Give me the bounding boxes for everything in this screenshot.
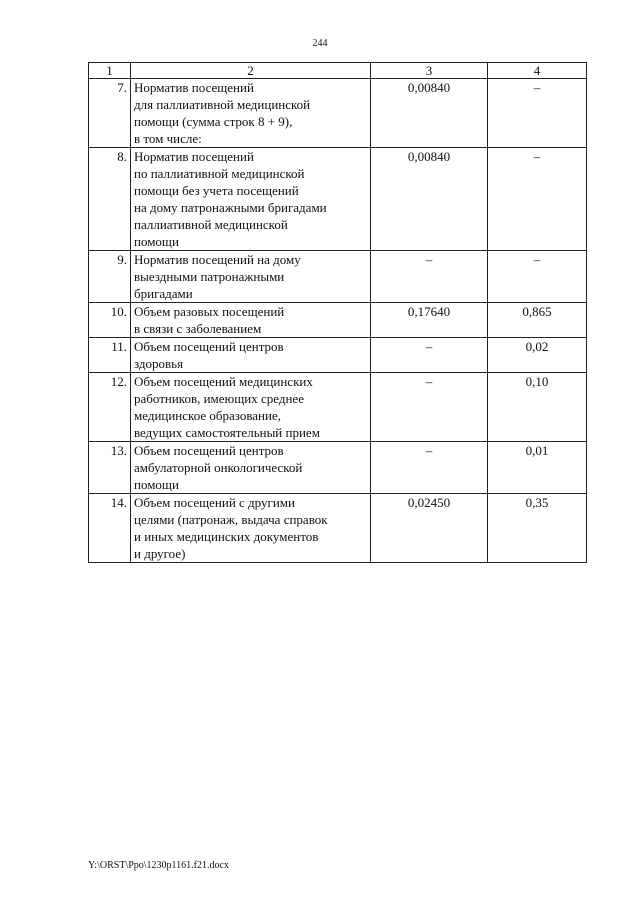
row-name: Объем посещений центров амбулаторной онкологической помощи — [131, 442, 371, 494]
row-number: 11. — [89, 338, 131, 373]
row-name: Норматив посещений на дому выездными патронажными бригадами — [131, 251, 371, 303]
header-row — [89, 63, 587, 79]
row-number: 14. — [89, 494, 131, 563]
header-col-2: 2 — [131, 63, 371, 79]
row-name: Объем посещений центров здоровья — [131, 338, 371, 373]
table-row — [89, 148, 587, 251]
table-row — [89, 79, 587, 148]
table-row — [89, 373, 587, 442]
row-col3: 0,00840 — [371, 148, 488, 251]
row-col3: 0,02450 — [371, 494, 488, 563]
page-number: 244 — [312, 38, 328, 49]
footer-file-path: Y:\ORST\Ppo\1230p1161.f21.docx — [88, 860, 229, 871]
table-row — [89, 494, 587, 563]
row-name: Норматив посещений для паллиативной медицинской помощи (сумма строк 8 + 9), в том числе: — [131, 79, 371, 148]
row-col4: 0,35 — [488, 494, 587, 563]
table-row — [89, 442, 587, 494]
header-col-3: 3 — [371, 63, 488, 79]
table-row — [89, 338, 587, 373]
row-name: Объем разовых посещений в связи с заболеванием — [131, 303, 371, 338]
header-col-4: 4 — [488, 63, 587, 79]
row-number: 12. — [89, 373, 131, 442]
row-col4: 0,01 — [488, 442, 587, 494]
row-name: Объем посещений с другими целями (патронаж, выдача справок и иных медицинских документов и другое) — [131, 494, 371, 563]
row-col3: 0,00840 — [371, 79, 488, 148]
row-col3: – — [371, 373, 488, 442]
row-col3: – — [371, 251, 488, 303]
header-col-1: 1 — [89, 63, 131, 79]
row-col3: – — [371, 338, 488, 373]
data-table — [88, 62, 587, 563]
row-number: 13. — [89, 442, 131, 494]
row-number: 10. — [89, 303, 131, 338]
row-name: Норматив посещений по паллиативной медицинской помощи без учета посещений на дому патронажными бригадами паллиативной медицинской помощи — [131, 148, 371, 251]
row-number: 8. — [89, 148, 131, 251]
row-col4: 0,865 — [488, 303, 587, 338]
row-number: 7. — [89, 79, 131, 148]
row-col4: 0,02 — [488, 338, 587, 373]
row-col3: 0,17640 — [371, 303, 488, 338]
row-col4: – — [488, 79, 587, 148]
row-col4: 0,10 — [488, 373, 587, 442]
row-col3: – — [371, 442, 488, 494]
table-row — [89, 251, 587, 303]
row-col4: – — [488, 251, 587, 303]
row-number: 9. — [89, 251, 131, 303]
row-name: Объем посещений медицинских работников, имеющих среднее медицинское образование, ведущих самостоятельный прием — [131, 373, 371, 442]
table-row — [89, 303, 587, 338]
row-col4: – — [488, 148, 587, 251]
